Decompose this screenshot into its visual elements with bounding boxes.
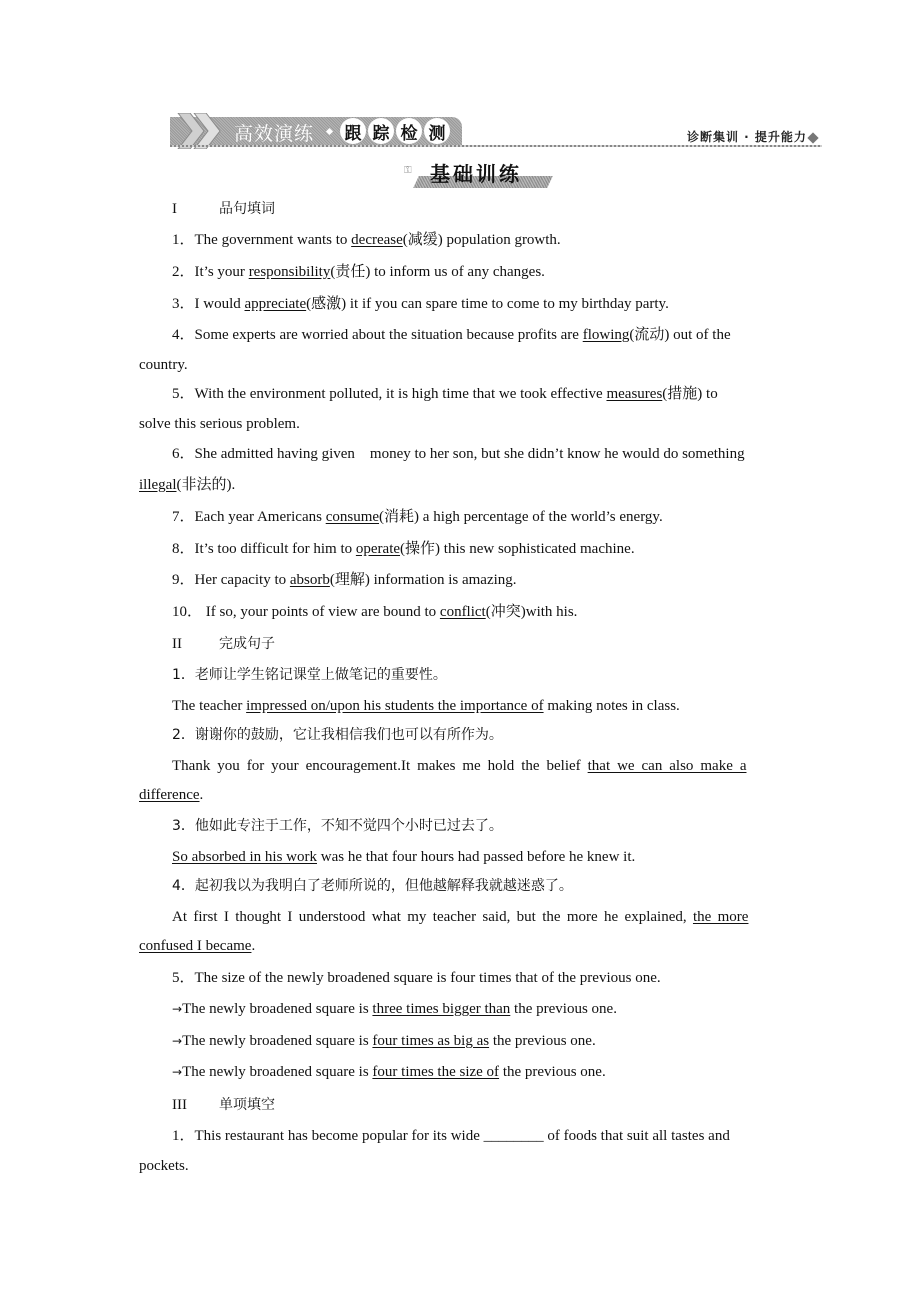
answer-text: appreciate bbox=[244, 296, 307, 312]
chinese-prompt: 3．他如此专注于工作，不知不觉四个小时已过去了。 bbox=[172, 818, 503, 834]
answer-text: responsibility bbox=[248, 264, 331, 280]
question-text: with his. bbox=[525, 604, 578, 620]
sentence-text: The newly broadened square is bbox=[182, 1033, 373, 1049]
arrow-right-icon: → bbox=[172, 1002, 183, 1016]
hint-text: (消耗) bbox=[379, 509, 420, 525]
question-item bbox=[172, 445, 745, 463]
sentence-text: the previous one. bbox=[489, 1033, 596, 1049]
arrow-right-icon: → bbox=[172, 1034, 183, 1048]
answer-text: decrease bbox=[351, 232, 403, 248]
hint-text: (非法的) bbox=[176, 477, 232, 493]
answer-text: three times bigger than bbox=[372, 1001, 511, 1017]
answer-text: consume bbox=[325, 509, 380, 525]
part-heading bbox=[172, 635, 275, 653]
sentence-text: the previous one. bbox=[499, 1064, 606, 1080]
answer-text: operate bbox=[355, 541, 401, 557]
sentence-text: was he that four hours had passed before he knew it. bbox=[317, 849, 636, 865]
hint-text: (流动) bbox=[629, 327, 670, 343]
part-title: 品句填词 bbox=[219, 201, 275, 217]
question-item bbox=[172, 295, 669, 313]
hint-text: (责任) bbox=[330, 264, 371, 280]
answer-text: the more bbox=[692, 909, 749, 925]
part-title: 完成句子 bbox=[219, 636, 275, 652]
question-text: This restaurant has become popular for its wide bbox=[194, 1128, 484, 1144]
rewrite-sentence bbox=[172, 1063, 606, 1081]
question-text: If so, your points of view are bound to bbox=[202, 604, 440, 620]
question-item bbox=[172, 326, 731, 344]
question-item bbox=[172, 540, 635, 558]
question-text: this new sophisticated machine. bbox=[440, 541, 635, 557]
answer-blank: ________ bbox=[483, 1128, 544, 1144]
question-text: to inform us of any changes. bbox=[370, 264, 545, 280]
question-item bbox=[172, 571, 517, 589]
question-text: She admitted having given money to her son, but she didn’t know he would do something bbox=[194, 446, 745, 462]
question-number: 3． bbox=[172, 296, 195, 312]
hint-text: (减缓) bbox=[402, 232, 443, 248]
hint-text: (感激) bbox=[306, 296, 347, 312]
question-text: . bbox=[231, 477, 236, 493]
question-text: It’s your bbox=[194, 264, 249, 280]
rewrite-sentence bbox=[172, 1000, 617, 1018]
answer-text: that we can also make a bbox=[587, 758, 747, 774]
hint-text: (措施) bbox=[662, 386, 703, 402]
answer-sentence bbox=[172, 908, 748, 926]
source-sentence: 5．The size of the newly broadened square is four times that of the previous one. bbox=[172, 970, 661, 986]
sentence-text: the previous one. bbox=[510, 1001, 617, 1017]
question-number: 8． bbox=[172, 541, 195, 557]
header-divider bbox=[170, 145, 822, 147]
sentence-text: The newly broadened square is bbox=[182, 1001, 373, 1017]
answer-text: conflict bbox=[439, 604, 486, 620]
question-number: 6． bbox=[172, 446, 195, 462]
chinese-prompt: 2．谢谢你的鼓励，它让我相信我们也可以有所作为。 bbox=[172, 727, 503, 743]
question-text: It’s too difficult for him to bbox=[194, 541, 356, 557]
question-text: Her capacity to bbox=[194, 572, 290, 588]
question-text: Each year Americans bbox=[194, 509, 326, 525]
answer-text: confused I became bbox=[139, 938, 252, 954]
answer-text: illegal bbox=[139, 477, 177, 493]
question-text: of foods that suit all tastes and bbox=[543, 1128, 730, 1144]
chinese-prompt: 4．起初我以为我明白了老师所说的，但他越解释我就越迷惑了。 bbox=[172, 878, 573, 894]
hint-text: (冲突) bbox=[485, 604, 526, 620]
answer-text: flowing bbox=[582, 327, 630, 343]
question-text: information is amazing. bbox=[369, 572, 517, 588]
question-item bbox=[172, 385, 718, 403]
answer-sentence bbox=[172, 697, 680, 715]
question-number: 4． bbox=[172, 327, 195, 343]
banner-title: 高效演练 bbox=[234, 123, 315, 145]
sentence-text: . bbox=[199, 787, 204, 803]
chinese-prompt: 1．老师让学生铭记课堂上做笔记的重要性。 bbox=[172, 667, 447, 683]
question-number: 10． bbox=[172, 604, 203, 620]
answer-sentence-continuation bbox=[139, 786, 203, 804]
part-numeral: II bbox=[172, 636, 182, 652]
answer-text: four times the size of bbox=[372, 1064, 500, 1080]
question-number: 5． bbox=[172, 386, 195, 402]
part-title: 单项填空 bbox=[219, 1097, 275, 1113]
part-numeral: III bbox=[172, 1097, 187, 1113]
answer-text: measures bbox=[606, 386, 663, 402]
question-item bbox=[172, 263, 545, 281]
question-text: The government wants to bbox=[194, 232, 352, 248]
sentence-text: Thank you for your encouragement.It makes me hold the belief bbox=[172, 758, 588, 774]
question-text: population growth. bbox=[442, 232, 561, 248]
part-heading bbox=[172, 200, 275, 218]
question-number: 1． bbox=[172, 1128, 195, 1144]
question-continuation: pockets. bbox=[139, 1158, 189, 1174]
header-right-label: 诊断集训 · 提升能力 bbox=[687, 130, 807, 144]
banner-circle-char: 踪 bbox=[368, 118, 394, 144]
question-item bbox=[172, 231, 561, 249]
answer-text: difference bbox=[139, 787, 200, 803]
question-text: out of the bbox=[669, 327, 731, 343]
question-number: 2． bbox=[172, 264, 195, 280]
banner-circle-char: 测 bbox=[424, 118, 450, 144]
question-continuation bbox=[139, 476, 235, 494]
part-numeral: I bbox=[172, 201, 177, 217]
part-heading bbox=[172, 1096, 275, 1114]
banner-circle-char: 检 bbox=[396, 118, 422, 144]
answer-text: four times as big as bbox=[372, 1033, 490, 1049]
question-continuation: solve this serious problem. bbox=[139, 416, 300, 432]
hint-text: (操作) bbox=[400, 541, 441, 557]
sentence-text: At first I thought I understood what my teacher said, but the more he explained, bbox=[172, 909, 693, 925]
answer-text: impressed on/upon his students the importance of bbox=[246, 698, 544, 714]
question-text: to bbox=[702, 386, 718, 402]
question-item bbox=[172, 603, 577, 621]
question-item bbox=[172, 508, 663, 526]
question-text: it if you can spare time to come to my birthday party. bbox=[346, 296, 669, 312]
question-text: Some experts are worried about the situation because profits are bbox=[194, 327, 583, 343]
answer-text: So absorbed in his work bbox=[172, 849, 317, 865]
answer-sentence bbox=[172, 757, 746, 775]
question-number: 9． bbox=[172, 572, 195, 588]
banner-separator-dot bbox=[326, 128, 333, 135]
sentence-text: . bbox=[251, 938, 256, 954]
question-text: I would bbox=[194, 296, 245, 312]
sentence-text: The teacher bbox=[172, 698, 247, 714]
question-number: 1． bbox=[172, 232, 195, 248]
key-icon: ⚿ bbox=[404, 165, 412, 176]
hint-text: (理解) bbox=[329, 572, 370, 588]
section-title: 基础训练 bbox=[430, 162, 522, 186]
sentence-text: making notes in class. bbox=[543, 698, 680, 714]
rewrite-sentence bbox=[172, 1032, 596, 1050]
sentence-text: The newly broadened square is bbox=[182, 1064, 373, 1080]
banner-circle-char: 跟 bbox=[340, 118, 366, 144]
arrow-right-icon: → bbox=[172, 1065, 183, 1079]
question-item bbox=[172, 1127, 730, 1145]
answer-text: absorb bbox=[289, 572, 330, 588]
banner-circle-group bbox=[340, 118, 450, 144]
answer-sentence bbox=[172, 848, 635, 866]
header-banner bbox=[170, 117, 462, 145]
answer-sentence-continuation bbox=[139, 937, 255, 955]
question-continuation: country. bbox=[139, 357, 188, 373]
question-text: With the environment polluted, it is high time that we took effective bbox=[194, 386, 607, 402]
question-number: 7． bbox=[172, 509, 195, 525]
diamond-icon bbox=[807, 132, 818, 143]
chevron-double-icon bbox=[176, 113, 226, 149]
question-text: a high percentage of the world’s energy. bbox=[419, 509, 663, 525]
